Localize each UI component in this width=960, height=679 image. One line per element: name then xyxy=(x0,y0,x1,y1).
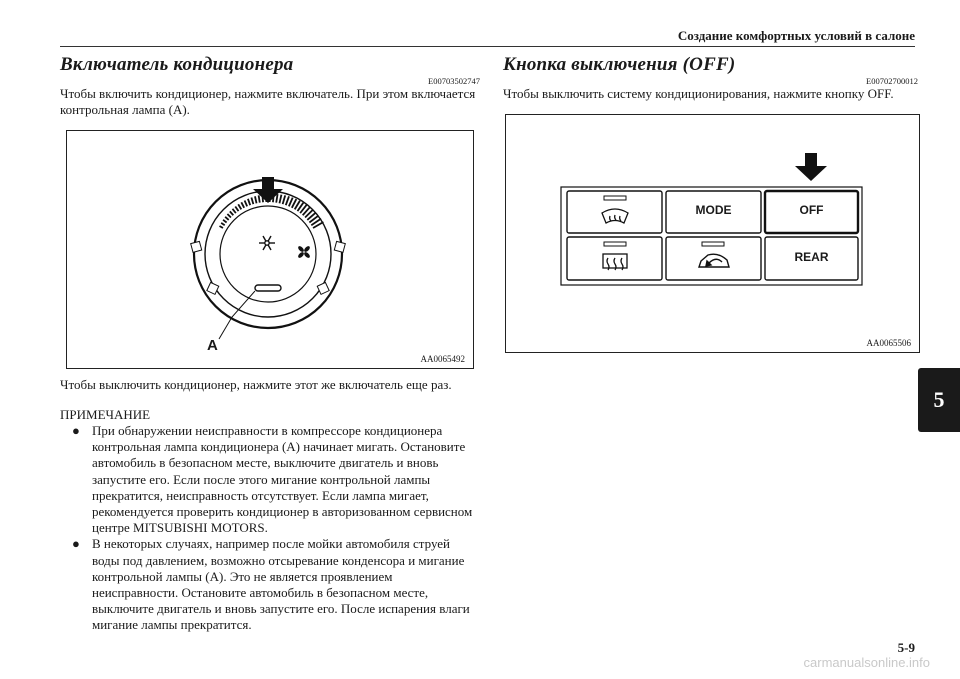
dial-tick xyxy=(259,195,260,202)
figure-ac-switch xyxy=(66,130,474,369)
bullet-icon: ● xyxy=(72,536,80,552)
ac-dial-illustration xyxy=(67,131,473,368)
header-rule xyxy=(60,46,915,47)
intro-paragraph: Чтобы выключить систему кондиционирования, нажмите кнопку OFF. xyxy=(503,86,894,101)
figure-label: AA0065506 xyxy=(866,338,911,348)
rear-button-label: REAR xyxy=(794,250,829,264)
control-panel-illustration xyxy=(506,115,919,352)
section-code: E00703502747 xyxy=(428,76,480,86)
intro-paragraph: Чтобы включить кондиционер, нажмите включатель. При этом включается контрольная лампа (A). xyxy=(60,86,476,117)
chapter-tab[interactable]: 5 xyxy=(918,368,960,432)
callout-a: A xyxy=(207,337,218,354)
list-item: ● При обнаружении неисправности в компрессоре кондиционера контрольная лампа кондиционера (A) начинает мигать. Остановите автомобиль в безопасном месте, выключите двигатель и вновь запустите его. Если после этого мигание контрольной лампы прекратится, неисправность отсутствует. Если лампа мигает, рекомендуется проверить кондиционер в авторизованном сервисном центре MITSUBISHI MOTORS. xyxy=(72,423,473,536)
indicator-lamp xyxy=(255,285,281,291)
section-title-ac-switch: Включатель кондиционера xyxy=(60,54,294,75)
section-code: E00702700012 xyxy=(866,76,918,86)
press-arrow-icon xyxy=(795,153,827,181)
section-title-off-button: Кнопка выключения (OFF) xyxy=(503,54,736,75)
bullet-icon: ● xyxy=(72,423,80,438)
watermark: carmanualsonline.info xyxy=(803,655,930,670)
note-list xyxy=(60,423,480,634)
right-column xyxy=(503,52,918,353)
running-header: Создание комфортных условий в салоне xyxy=(677,28,915,43)
figure-off-button xyxy=(505,114,920,353)
off-button-label: OFF xyxy=(799,203,824,217)
list-item: ● В некоторых случаях, например после мойки автомобиля струей воды под давлением, возможно отсыревание конденсора и мигание контрольной лампы (A). Это не является проявлением неисправности. Остановите автомобиль в безопасном месте, выключите двигатель и вновь запустите его. После испарения влаги мигание лампы прекратится. xyxy=(72,536,470,633)
page-number: 5-9 xyxy=(897,640,915,655)
after-paragraph: Чтобы выключить кондиционер, нажмите этот же включатель еще раз. xyxy=(60,377,452,392)
left-column xyxy=(60,52,480,634)
note-title: ПРИМЕЧАНИЕ xyxy=(60,407,151,422)
mode-button-label: MODE xyxy=(695,203,732,217)
figure-label: AA0065492 xyxy=(420,354,465,364)
